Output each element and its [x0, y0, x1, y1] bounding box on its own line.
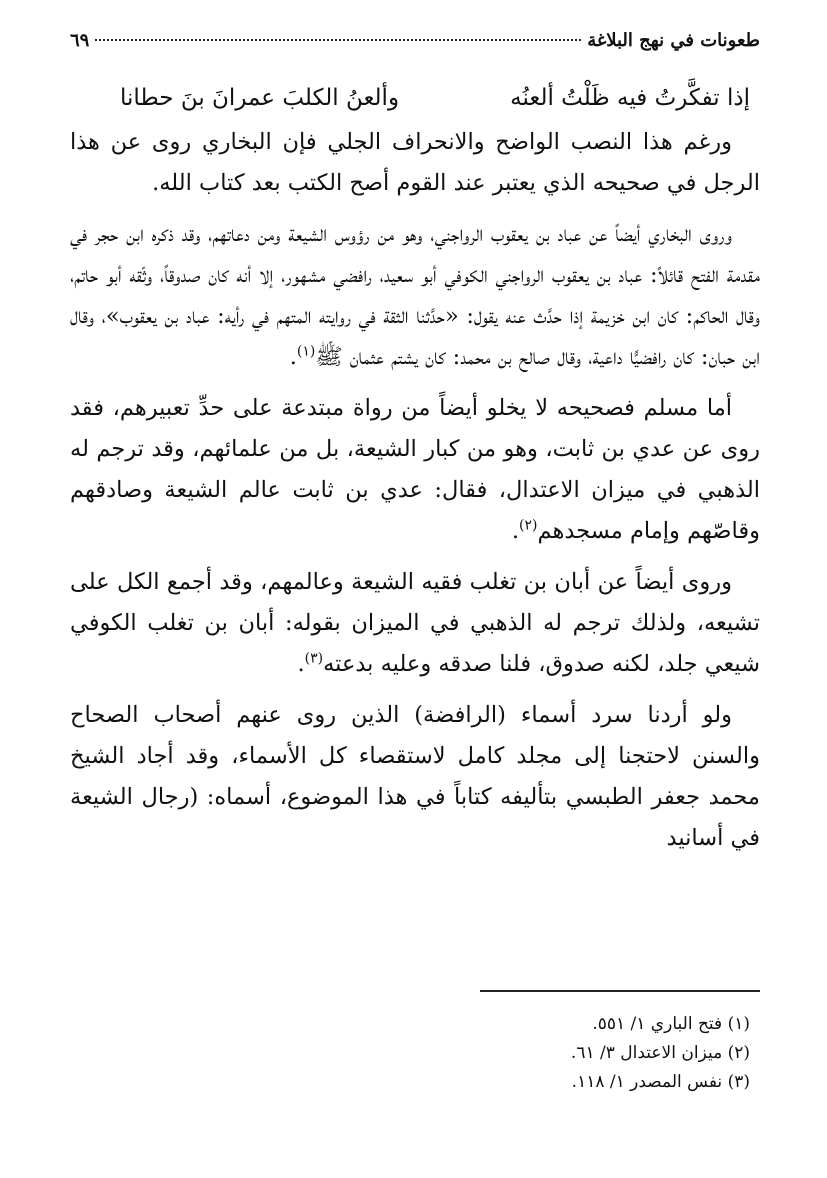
verse-second-hemistich: وألعنُ الكلبَ عمرانَ بنَ حطانا: [120, 85, 400, 111]
paragraph-text: ولو أردنا سرد أسماء (الرافضة) الذين روى عنهم أصحاب الصحاح والسنن لاحتجنا إلى مجلد كامل لاستقصاء كل الأسماء، وقد أجاد الشيخ محمد جعفر الطبسي بتأليفه كتاباً في هذا الموضوع، أسماه: (رجال الشيعة في أسانيد: [70, 702, 760, 851]
book-title: طعونات في نهج البلاغة: [587, 30, 760, 51]
paragraph: أما مسلم فصحيحه لا يخلو أيضاً من رواة مبتدعة على حدِّ تعبيرهم، فقد روى عن عدي بن ثابت، وهو من كبار الشيعة، بل من علمائهم، وقد ترجم له الذهبي في ميزان الاعتدال، فقال: عدي بن ثابت عالم الشيعة وصادقهم وقاصّهم وإمام مسجدهم$^{(٢)}$.: [70, 395, 760, 544]
paragraph: [70, 122, 760, 204]
paragraph-text: وروى البخاري أيضاً عن عباد بن يعقوب الرواجني، وهو من رؤوس الشيعة ومن دعاتهم، وقد ذكره ابن حجر في مقدمة الفتح قائلاً: عباد بن يعقوب الرواجني الكوفي أبو سعيد، رافضي مشهور، إلا أنه كان صدوقاً، وثّقه أبو حاتم، وقال الحاكم: كان ابن خزيمة إذا حدَّث عنه يقول: «حدَّثنا الثقة في روايته المتهم في رأيه: عباد بن يعقوب»، وقال ابن حبان: كان رافضيًّا داعية، وقال صالح بن محمد: كان يشتم عثمان ﷺ: [70, 221, 760, 370]
footnote-reference: (٣): [304, 650, 324, 667]
paragraph-text: ورغم هذا النصب الواضح والانحراف الجلي فإن البخاري روى عن هذا الرجل في صحيحه الذي يعتبر عند القوم أصح الكتب بعد كتاب الله.: [70, 129, 760, 196]
paragraph: [70, 695, 760, 859]
paragraph: وروى البخاري أيضاً عن عباد بن يعقوب الرواجني، وهو من رؤوس الشيعة ومن دعاتهم، وقد ذكره ابن حجر في مقدمة الفتح قائلاً: عباد بن يعقوب الرواجني الكوفي أبو سعيد، رافضي مشهور، إلا أنه كان صدوقاً، وثّقه أبو حاتم، وقال الحاكم: كان ابن خزيمة إذا حدَّث عنه يقول: «حدَّثنا الثقة في روايته المتهم في رأيه: عباد بن يعقوب»، وقال ابن حبان: كان رافضيًّا داعية، وقال صالح بن محمد: كان يشتم عثمان ﷺ$^{(١)}$.: [70, 221, 760, 370]
footnote-item: (١) فتح الباري ١/ ٥٥١.: [592, 1014, 750, 1034]
footnote-reference: (٢): [519, 517, 538, 534]
paragraph-text: أما مسلم فصحيحه لا يخلو أيضاً من رواة مبتدعة على حدِّ تعبيرهم، فقد روى عن عدي بن ثابت، وهو من كبار الشيعة، بل من علمائهم، وقد ترجم له الذهبي في ميزان الاعتدال، فقال: عدي بن ثابت عالم الشيعة وصادقهم وقاصّهم وإمام مسجدهم: [70, 395, 760, 544]
footnote-item: (٣) نفس المصدر ١/ ١١٨.: [571, 1072, 750, 1092]
paragraph-text: وروى أيضاً عن أبان بن تغلب فقيه الشيعة وعالمهم، وقد أجمع الكل على تشيعه، ولذلك ترجم له الذهبي في الميزان بقوله: أبان بن تغلب الكوفي شيعي جلد، لكنه صدوق، فلنا صدقه وعليه بدعته: [70, 569, 760, 677]
poetry-verse: [70, 78, 760, 118]
footnote-separator: [480, 990, 760, 992]
footnote-item: (٢) ميزان الاعتدال ٣/ ٦١.: [570, 1043, 750, 1063]
page-number: ٦٩: [70, 30, 90, 51]
footnotes: [70, 990, 760, 1097]
page-content: [70, 30, 760, 869]
paragraph: وروى أيضاً عن أبان بن تغلب فقيه الشيعة وعالمهم، وقد أجمع الكل على تشيعه، ولذلك ترجم له الذهبي في الميزان بقوله: أبان بن تغلب الكوفي شيعي جلد، لكنه صدوق، فلنا صدقه وعليه بدعته$^{(٣)}$.: [70, 569, 760, 677]
verse-first-hemistich: إذا تفكَّرتُ فيه ظَلْتُ ألعنُه: [510, 85, 750, 111]
body-text: [70, 122, 760, 859]
header-leader-dots: [95, 39, 581, 41]
footnote-reference: (١): [296, 343, 316, 360]
running-header: [70, 30, 760, 60]
